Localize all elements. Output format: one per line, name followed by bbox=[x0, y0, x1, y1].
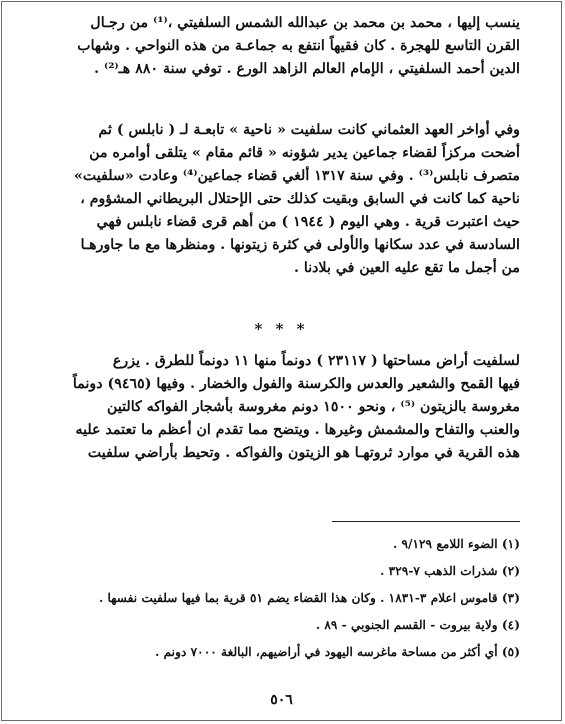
text-line: حيث اعتبرت قرية . وهي اليوم ( ١٩٤٤ ) من أهم قرى قضاء نابلس فهي bbox=[96, 214, 520, 230]
paragraph-3 bbox=[72, 350, 520, 465]
text-line: وفي أواخر العهد العثماني كانت سلفيت « ناحية » تابعـة لـ ( نابلس ) ثم bbox=[98, 122, 520, 138]
text-line: والعنب والتفاح والمشمش وغيرها . ويتضح مما تقدم ان أعظم ما تعتمد عليه bbox=[75, 422, 520, 438]
footnote-4: (٤) ولاية بيروت - القسم الجنوبي - ٨٩ . bbox=[315, 618, 520, 632]
text-line: هذه القرية في موارد ثروتهـا هو الزيتون والفواكه . وتحيط بأراضي سلفيت bbox=[87, 445, 520, 461]
paragraph-1 bbox=[77, 12, 520, 81]
text-line: السادسة في عدد سكانها والأولى في كثرة زيتونها . ومنظرها مع ما جاورهـا bbox=[80, 237, 520, 253]
text-line: ينسب إليها ، محمد بن محمد بن عبدالله الشمس السلفيتي ،⁽¹⁾ من رجـال bbox=[90, 15, 520, 31]
text-line: القرن التاسع للهجرة . كان فقيهاً انتفع به جماعـة من هذه النواحي . وشهاب bbox=[77, 38, 520, 54]
section-separator: * * * bbox=[254, 320, 309, 338]
footnote-1: (١) الضوء اللامع ٩/١٢٩ . bbox=[392, 537, 520, 551]
text-line: ناحية كما كانت في السابق وبقيت كذلك حتى الإحتلال البريطاني المشؤوم ، bbox=[80, 191, 520, 207]
text-line: مغروسة بالزيتون ⁽⁵⁾ ، ونحو ١٥٠٠ دونم مغروسة بأشجار الفواكه كالتين bbox=[107, 399, 520, 415]
footnote-2: (٢) شذرات الذهب ٧-٣٢٩ . bbox=[380, 564, 520, 578]
text-line: متصرف نابلس⁽³⁾ . وفي سنة ١٣١٧ ألغي قضاء جماعين⁽⁴⁾ وعادت «سلفيت» bbox=[73, 168, 520, 184]
text-line: فيها القمح والشعير والعدس والكرسنة والفول والخضار . وفيها (٩٤٦٥) دونماً bbox=[72, 376, 520, 392]
page-number: ٥٠٦ bbox=[270, 692, 293, 708]
footnote-3: (٣) قاموس اعلام ٣-١٨٣١ . وكان هذا القضاء يضم ٥١ قرية بما فيها سلفيت نفسها . bbox=[98, 591, 520, 605]
text-line: من أجمل ما تقع عليه العين في بلادنا . bbox=[294, 260, 520, 276]
text-line: الدين أحمد السلفيتي ، الإمام العالم الزاهد الورع . توفي سنة ٨٨٠ هـ⁽²⁾ . bbox=[94, 61, 520, 77]
page bbox=[1, 1, 562, 721]
footnote-divider bbox=[332, 521, 520, 522]
paragraph-2 bbox=[73, 119, 520, 280]
text-line: أضحت مركزاً لقضاء جماعين يدير شؤونه « قائم مقام » يتلقى أوامره من bbox=[89, 145, 520, 161]
footnote-5: (٥) أي أكثر من مساحة ماغرسه اليهود في أراضيهم، البالغة ٧٠٠٠ دونم . bbox=[155, 645, 520, 659]
text-line: لسلفيت أراض مساحتها ( ٢٣١١٧ ) دونماً منها ١١ دونماً للطرق . يزرع bbox=[112, 353, 520, 369]
footnotes bbox=[92, 531, 520, 666]
